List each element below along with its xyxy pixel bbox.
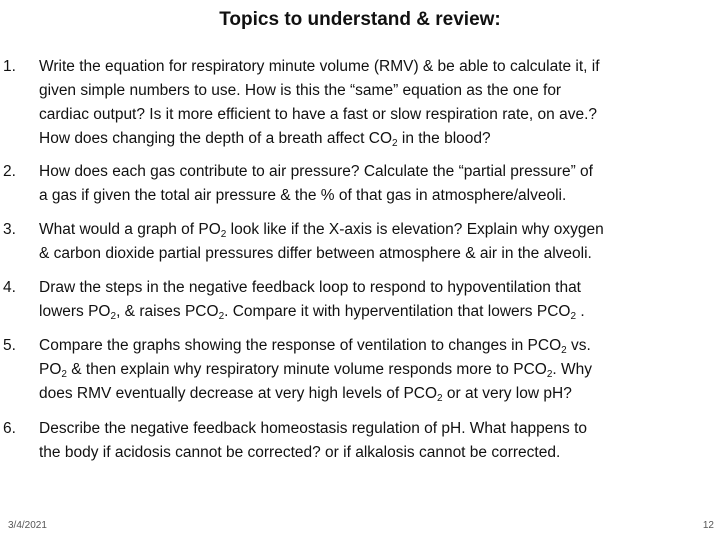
item-text-line bbox=[39, 184, 715, 208]
text-run: in the blood? bbox=[397, 130, 491, 147]
subscript: 2 bbox=[437, 393, 443, 404]
item-number: 4. bbox=[3, 279, 16, 296]
item-text-line bbox=[39, 160, 715, 184]
text-run: How does changing the depth of a breath affect CO bbox=[39, 130, 393, 147]
item-text-line bbox=[39, 55, 715, 79]
text-run: . bbox=[576, 303, 585, 320]
text-run: look like if the X-axis is elevation? Explain why oxygen bbox=[226, 221, 604, 238]
text-run: given simple numbers to use. How is this the “same” equation as the one for bbox=[39, 82, 562, 99]
item-number: 5. bbox=[3, 337, 16, 354]
item-text bbox=[39, 55, 715, 151]
text-run: . Compare it with hyperventilation that lowers PCO bbox=[224, 303, 571, 320]
text-run: vs. bbox=[566, 337, 591, 354]
item-text bbox=[39, 417, 715, 465]
item-number: 6. bbox=[3, 420, 16, 437]
text-run: What would a graph of PO bbox=[39, 221, 221, 238]
text-run: Write the equation for respiratory minute volume (RMV) & be able to calculate it, if bbox=[39, 58, 600, 75]
subscript: 2 bbox=[110, 311, 117, 322]
item-text-line bbox=[39, 79, 715, 103]
text-run: Describe the negative feedback homeostasis regulation of pH. What happens to bbox=[39, 420, 587, 437]
subscript: 2 bbox=[561, 345, 567, 356]
text-run: , & raises PCO bbox=[116, 303, 219, 320]
item-text-line bbox=[39, 127, 715, 151]
text-run: . Why bbox=[552, 361, 593, 378]
item-text-line bbox=[39, 242, 715, 266]
text-run: Draw the steps in the negative feedback loop to respond to hypoventilation that bbox=[39, 279, 581, 296]
text-run: or at very low pH? bbox=[442, 385, 572, 402]
subscript: 2 bbox=[546, 369, 553, 380]
item-text-line bbox=[39, 358, 715, 382]
item-text-line bbox=[39, 103, 715, 127]
subscript: 2 bbox=[218, 311, 225, 322]
item-text bbox=[39, 218, 715, 266]
text-run: the body if acidosis cannot be corrected? or if alkalosis cannot be corrected. bbox=[39, 444, 561, 461]
subscript: 2 bbox=[220, 229, 227, 240]
item-text-line bbox=[39, 276, 715, 300]
subscript: 2 bbox=[570, 311, 577, 322]
item-number: 3. bbox=[3, 221, 16, 238]
text-run: Compare the graphs showing the response of ventilation to changes in PCO bbox=[39, 337, 562, 354]
item-text-line bbox=[39, 417, 715, 441]
text-run: How does each gas contribute to air pressure? Calculate the “partial pressure” of bbox=[39, 163, 593, 180]
page-number: 12 bbox=[702, 520, 714, 531]
item-number: 1. bbox=[3, 58, 16, 75]
text-run: PO bbox=[39, 361, 62, 378]
text-run: a gas if given the total air pressure & the % of that gas in atmosphere/alveoli. bbox=[39, 187, 567, 204]
item-text-line bbox=[39, 218, 715, 242]
text-run: & then explain why respiratory minute volume responds more to PCO bbox=[66, 361, 547, 378]
footer-date: 3/4/2021 bbox=[8, 520, 47, 531]
subscript: 2 bbox=[392, 138, 398, 149]
item-text-line bbox=[39, 382, 715, 406]
slide-title: Topics to understand & review: bbox=[219, 9, 501, 30]
item-text bbox=[39, 276, 715, 324]
item-text bbox=[39, 160, 715, 208]
item-text-line bbox=[39, 334, 715, 358]
text-run: does RMV eventually decrease at very high levels of PCO bbox=[39, 385, 438, 402]
text-run: lowers PO bbox=[39, 303, 111, 320]
text-run: cardiac output? Is it more efficient to have a fast or slow respiration rate, on ave.? bbox=[39, 106, 598, 123]
text-run: & carbon dioxide partial pressures differ between atmosphere & air in the alveoli. bbox=[39, 245, 592, 262]
item-text-line bbox=[39, 441, 715, 465]
subscript: 2 bbox=[61, 369, 67, 380]
item-number: 2. bbox=[3, 163, 16, 180]
item-text bbox=[39, 334, 715, 406]
item-text-line bbox=[39, 300, 715, 324]
